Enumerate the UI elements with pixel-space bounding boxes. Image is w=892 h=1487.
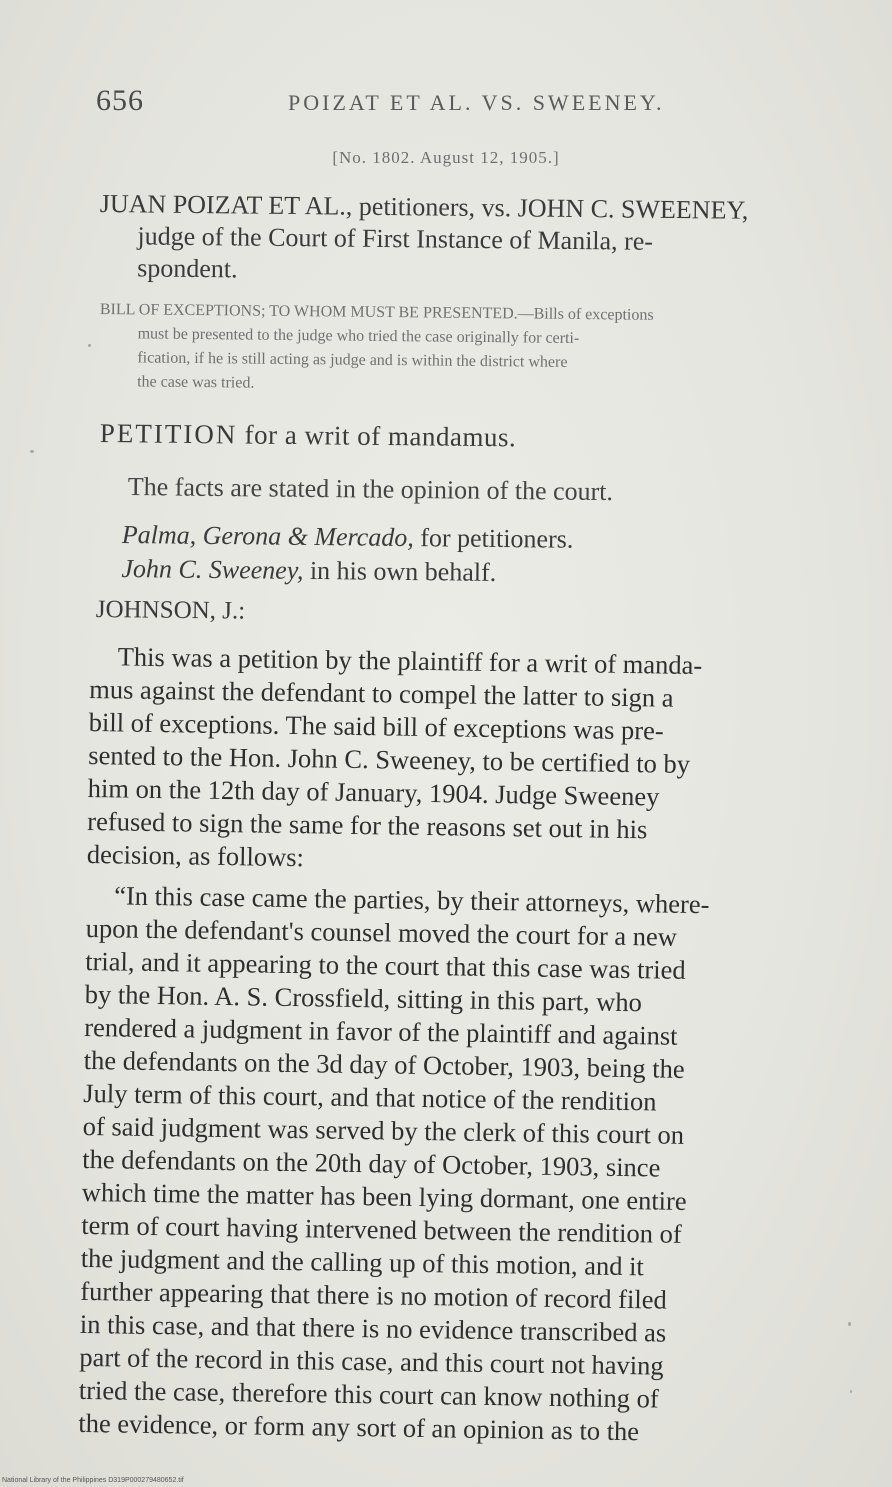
opinion-line: trial, and it appearing to the court that this case was tried [85,945,686,985]
opinion-line: the defendants on the 20th day of October, 1903, since [82,1143,661,1183]
scan-speck [30,450,34,453]
opinion-line: him on the 12th day of January, 1904. Judge Sweeney [87,772,660,812]
docket-line: [No. 1802. August 12, 1905.] [332,148,560,167]
opinion-line: the judgment and the calling up of this motion, and it [80,1242,645,1282]
opinion-line: by the Hon. A. S. Crossfield, sitting in this part, who [84,978,643,1018]
opinion-line: decision, as follows: [86,838,305,873]
counsel-role: for petitioners. [413,523,574,554]
counsel-line-respondent [121,552,573,591]
opinion-line: This was a petition by the plaintiff for a writ of manda- [117,641,703,681]
opinion-line: “In this case came the parties, by their attorneys, where- [113,880,710,920]
case-caption [99,188,830,292]
counsel-names: Palma, Gerona & Mercado, [121,519,414,553]
opinion-line: bill of exceptions. The said bill of exceptions was pre- [88,706,664,746]
opinion-line: of said judgment was served by the clerk of this court on [82,1110,685,1150]
opinion-line: in this case, and that there is no evidence transcribed as [79,1308,667,1348]
syllabus [99,298,830,402]
opinion-line: July term of this court, and that notice of the rendition [83,1077,657,1117]
counsel-line-petitioners [122,518,574,557]
counsel-names: John C. Sweeney, [121,553,304,585]
opinion-line: the defendants on the 3d day of October, 1903, being the [83,1044,685,1084]
syllabus-line: BILL OF EXCEPTIONS; TO WHOM MUST BE PRESENTED.—Bills of exceptions [99,300,654,324]
opinion-line: part of the record in this case, and this court not having [79,1341,664,1381]
opinion-line: the evidence, or form any sort of an opinion as to the [78,1407,640,1447]
running-head: POIZAT ET AL. VS. SWEENEY. [288,90,665,115]
caption-line: judge of the Court of First Instance of Manila, re- [137,221,654,256]
counsel-block [121,518,573,591]
scan-speck [848,1322,851,1326]
facts-statement: The facts are stated in the opinion of the court. [127,472,614,507]
scan-footer: National Library of the Philippines D319P000279480652.tif [2,1477,184,1484]
scan-speck [88,344,91,347]
syllabus-line: fication, if he is still acting as judge and is within the district where [137,349,568,371]
opinion-line: sented to the Hon. John C. Sweeney, to be certified to by [88,739,691,779]
scan-speck [850,1390,852,1393]
page-number: 656 [96,84,144,117]
opinion-line: upon the defendant's counsel moved the court for a new [85,912,678,952]
counsel-role: in his own behalf. [303,555,497,587]
opinion-line: rendered a judgment in favor of the plaintiff and against [84,1011,678,1051]
petition-heading [100,418,517,453]
opinion-line: term of court having intervened between the rendition of [81,1209,682,1249]
opinion-body [78,640,830,1451]
caption-line: spondent. [137,253,238,284]
petition-caps: PETITION [99,418,238,450]
opinion-line: refused to sign the same for the reasons set out in his [87,805,648,845]
caption-line: JUAN POIZAT ET AL., petitioners, vs. JOHN C. SWEENEY, [99,188,749,225]
petition-rest: for a writ of mandamus. [237,419,517,453]
opinion-line: which time the matter has been lying dormant, one entire [81,1176,687,1216]
opinion-line: tried the case, therefore this court can know nothing of [78,1374,659,1414]
opinion-line: mus against the defendant to compel the latter to sign a [89,673,674,713]
syllabus-line: the case was tried. [137,373,255,392]
opinion-line: further appearing that there is no motion of record filed [80,1275,667,1315]
page-header [96,84,826,124]
syllabus-line: must be presented to the judge who tried the case originally for certi- [137,325,580,348]
opinion-author: JOHNSON, J.: [95,596,246,625]
